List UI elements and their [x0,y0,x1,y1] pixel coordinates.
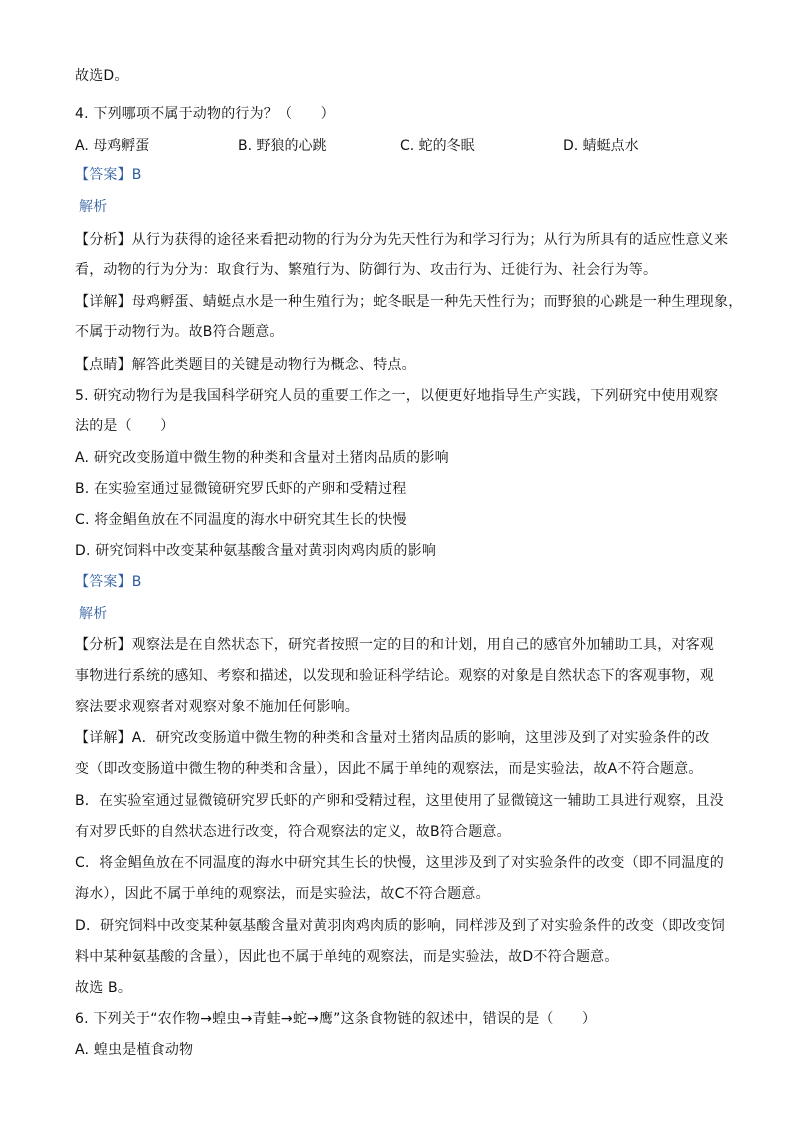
question-6-stem: 6. 下列关于“农作物→蝗虫→青蛙→蛇→鹰”这条食物链的叙述中，错误的是（ ） [75,1011,597,1027]
text-line: 【详解】A．研究改变肠道中微生物的种类和含量对土猪肉品质的影响，这里涉及到了对实验条件的改 [75,730,710,746]
q6-option-a: A. 蝗虫是植食动物 [75,1042,194,1058]
q5-option-c: C. 将金鲳鱼放在不同温度的海水中研究其生长的快慢 [75,512,407,528]
text-line: 【详解】母鸡孵蛋、蜻蜓点水是一种生殖行为；蛇冬眠是一种先天性行为；而野狼的心跳是一种生理现象， [75,294,743,310]
text-line: 【分析】从行为获得的途径来看把动物的行为分为先天性行为和学习行为；从行为所具有的适应性意义来 [75,232,729,248]
q4-option-b: B. 野狼的心跳 [238,138,327,154]
q5-option-a: A. 研究改变肠道中微生物的种类和含量对土猪肉品质的影响 [75,450,449,466]
q4-option-a: A. 母鸡孵蛋 [75,138,150,154]
q4-option-d: D. 蜻蜓点水 [563,138,639,154]
q4-option-c: C. 蛇的冬眠 [400,138,475,154]
text-line: 察法要求观察者对观察对象不施加任何影响。 [75,699,359,715]
text-line: 不属于动物行为。故B符合题意。 [75,324,284,340]
text-line: 法的是（ ） [75,418,175,434]
text-line: 事物进行系统的感知、考察和描述，以发现和验证科学结论。观察的对象是自然状态下的客观事物，观 [75,668,714,684]
text-line: 故选 B。 [75,980,133,996]
text-line: D．研究饲料中改变某种氨基酸含量对黄羽肉鸡肉质的影响，同样涉及到了对实验条件的改变（即改变饲 [75,918,725,934]
text-line: 看，动物的行为分为：取食行为、繁殖行为、防御行为、攻击行为、迁徙行为、社会行为等。 [75,262,658,278]
analysis-label: 解析 [79,606,108,622]
text-line: 料中某种氨基酸的含量），因此也不属于单纯的观察法，而是实验法，故D不符合题意。 [75,949,619,965]
text-line: 【分析】观察法是在自然状态下，研究者按照一定的目的和计划，用自己的感官外加辅助工具，对客观 [75,637,714,653]
text-line: 变（即改变肠道中微生物的种类和含量），因此不属于单纯的观察法，而是实验法，故A不符合题意。 [75,761,703,777]
question-4-stem: 4. 下列哪项不属于动物的行为？（ ） [75,106,335,122]
text-line: 故选D。 [75,68,129,84]
text-line: 有对罗氏虾的自然状态进行改变，符合观察法的定义，故B符合题意。 [75,824,511,840]
answer-label: 【答案】B [75,167,142,183]
q5-option-b: B. 在实验室通过显微镜研究罗氏虾的产卵和受精过程 [75,481,407,497]
q5-option-d: D. 研究饲料中改变某种氨基酸含量对黄羽肉鸡肉质的影响 [75,543,437,559]
text-line: 【点睛】解答此类题目的关键是动物行为概念、特点。 [75,357,416,373]
text-line: B．在实验室通过显微镜研究罗氏虾的产卵和受精过程，这里使用了显微镜这一辅助工具进行观察，且没 [75,793,724,809]
analysis-label: 解析 [79,199,108,215]
text-line: 海水），因此不属于单纯的观察法，而是实验法，故C不符合题意。 [75,886,490,902]
text-line: C．将金鲳鱼放在不同温度的海水中研究其生长的快慢，这里涉及到了对实验条件的改变（即不同温度的 [75,855,724,871]
answer-label: 【答案】B [75,574,142,590]
question-5-stem: 5. 研究动物行为是我国科学研究人员的重要工作之一，以便更好地指导生产实践，下列研究中使用观察 [75,388,719,404]
